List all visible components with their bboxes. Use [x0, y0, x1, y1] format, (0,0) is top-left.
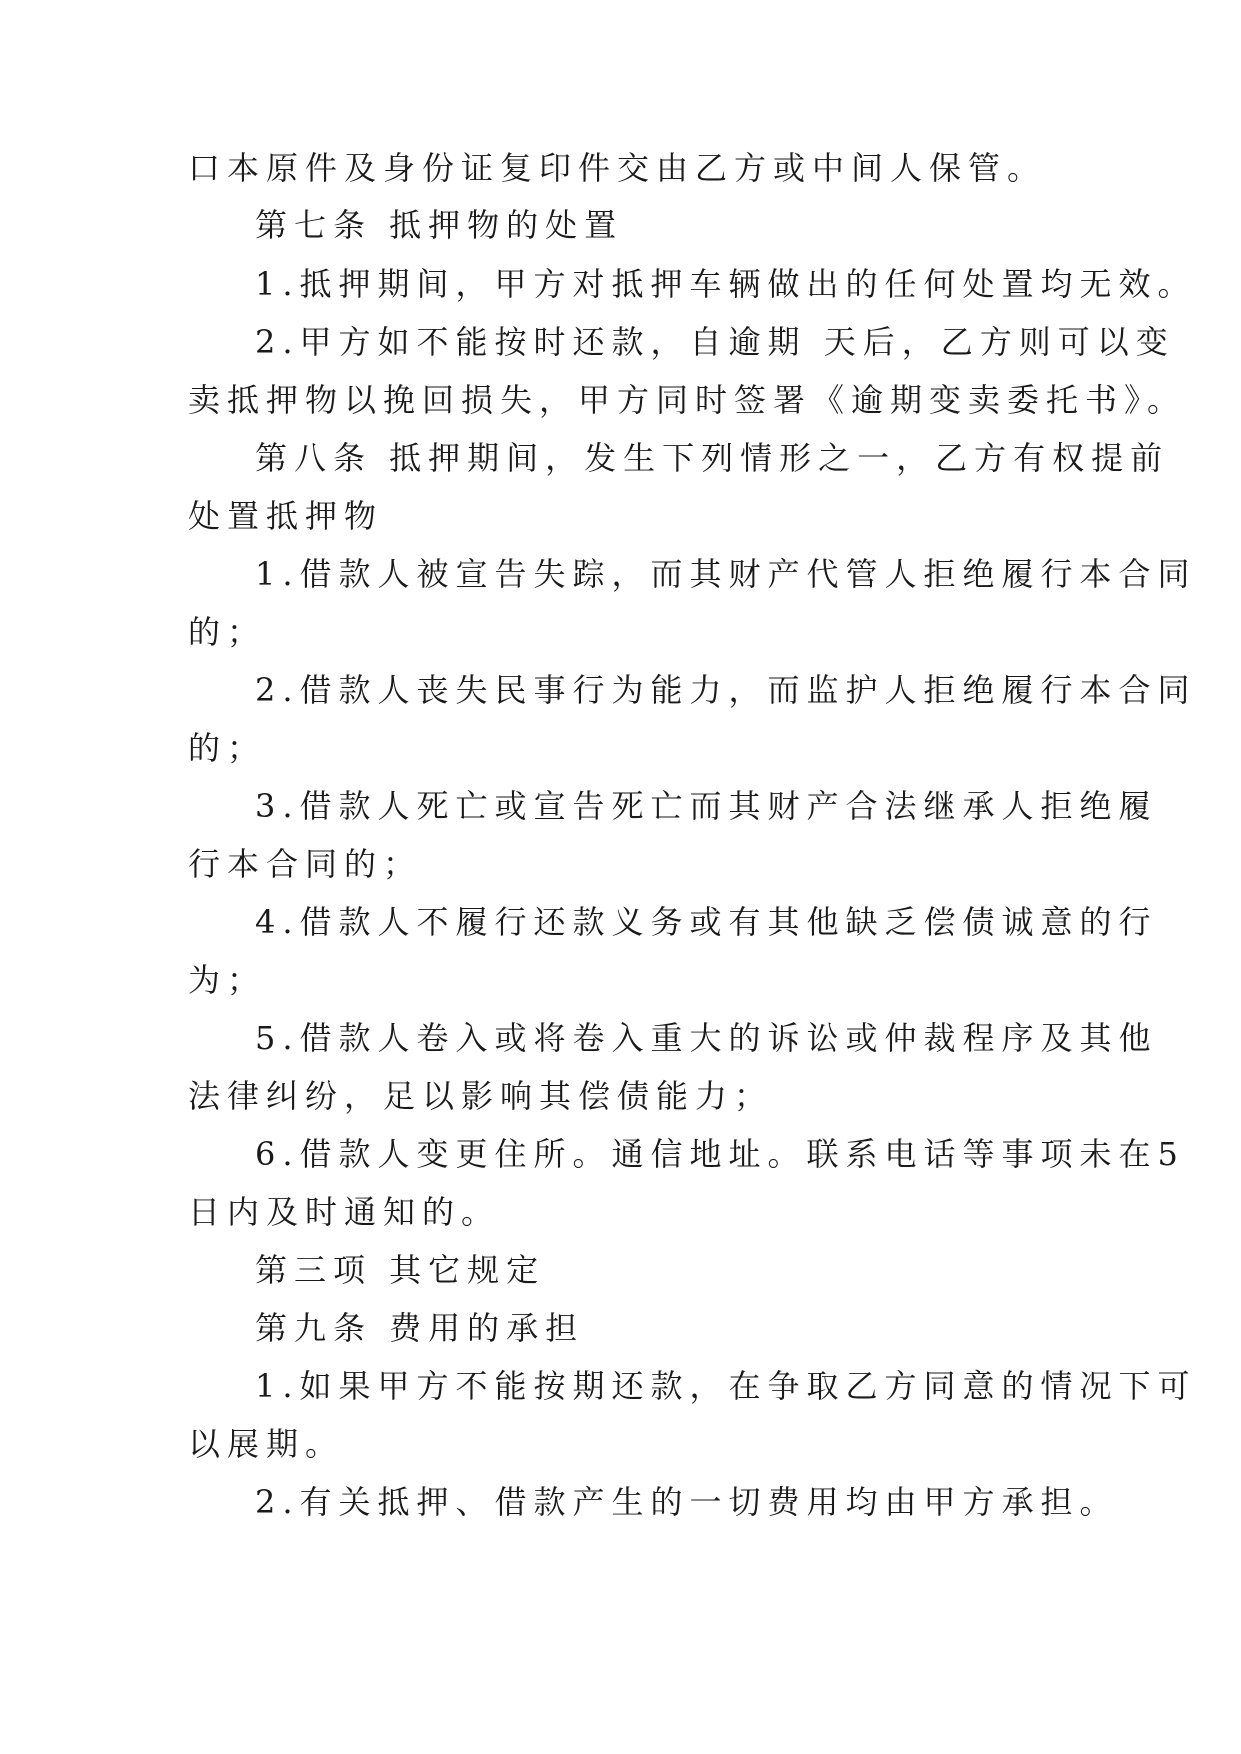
text-line-3: 1.抵押期间，甲方对抵押车辆做出的任何处置均无效。 — [255, 265, 1197, 303]
text-line-24: 2.有关抵押、借款产生的一切费用均由甲方承担。 — [255, 1483, 1119, 1521]
text-line-14: 4.借款人不履行还款义务或有其他缺乏偿债诚意的行 — [255, 903, 1158, 941]
text-line-19: 日内及时通知的。 — [188, 1193, 501, 1231]
text-line-7: 处置抵押物 — [188, 497, 384, 535]
section-3-heading: 第三项 其它规定 — [255, 1251, 546, 1289]
text-line-22: 1.如果甲方不能按期还款，在争取乙方同意的情况下可 — [255, 1367, 1197, 1405]
text-line-4: 2.甲方如不能按时还款，自逾期 天后，乙方则可以变 — [255, 323, 1175, 361]
text-line-16: 5.借款人卷入或将卷入重大的诉讼或仲裁程序及其他 — [255, 1019, 1158, 1057]
text-line-11: 的； — [188, 729, 267, 767]
text-line-15: 为； — [188, 961, 267, 999]
text-line-1: 口本原件及身份证复印件交由乙方或中间人保管。 — [188, 149, 1047, 187]
text-line-8: 1.借款人被宣告失踪，而其财产代管人拒绝履行本合同 — [255, 555, 1197, 593]
text-line-5: 卖抵押物以挽回损失，甲方同时签署《逾期变卖委托书》。 — [188, 381, 1187, 419]
article-8-heading: 第八条 抵押期间，发生下列情形之一，乙方有权提前 — [255, 439, 1170, 477]
article-7-heading: 第七条 抵押物的处置 — [255, 206, 624, 244]
text-line-10: 2.借款人丧失民事行为能力，而监护人拒绝履行本合同 — [255, 671, 1197, 709]
text-line-13: 行本合同的； — [188, 845, 423, 883]
text-line-18: 6.借款人变更住所。通信地址。联系电话等事项未在5 — [255, 1135, 1185, 1173]
text-line-17: 法律纠纷，足以影响其偿债能力； — [188, 1077, 774, 1115]
text-line-23: 以展期。 — [188, 1425, 345, 1463]
text-line-12: 3.借款人死亡或宣告死亡而其财产合法继承人拒绝履 — [255, 787, 1158, 825]
article-9-heading: 第九条 费用的承担 — [255, 1309, 585, 1347]
text-line-9: 的； — [188, 613, 267, 651]
